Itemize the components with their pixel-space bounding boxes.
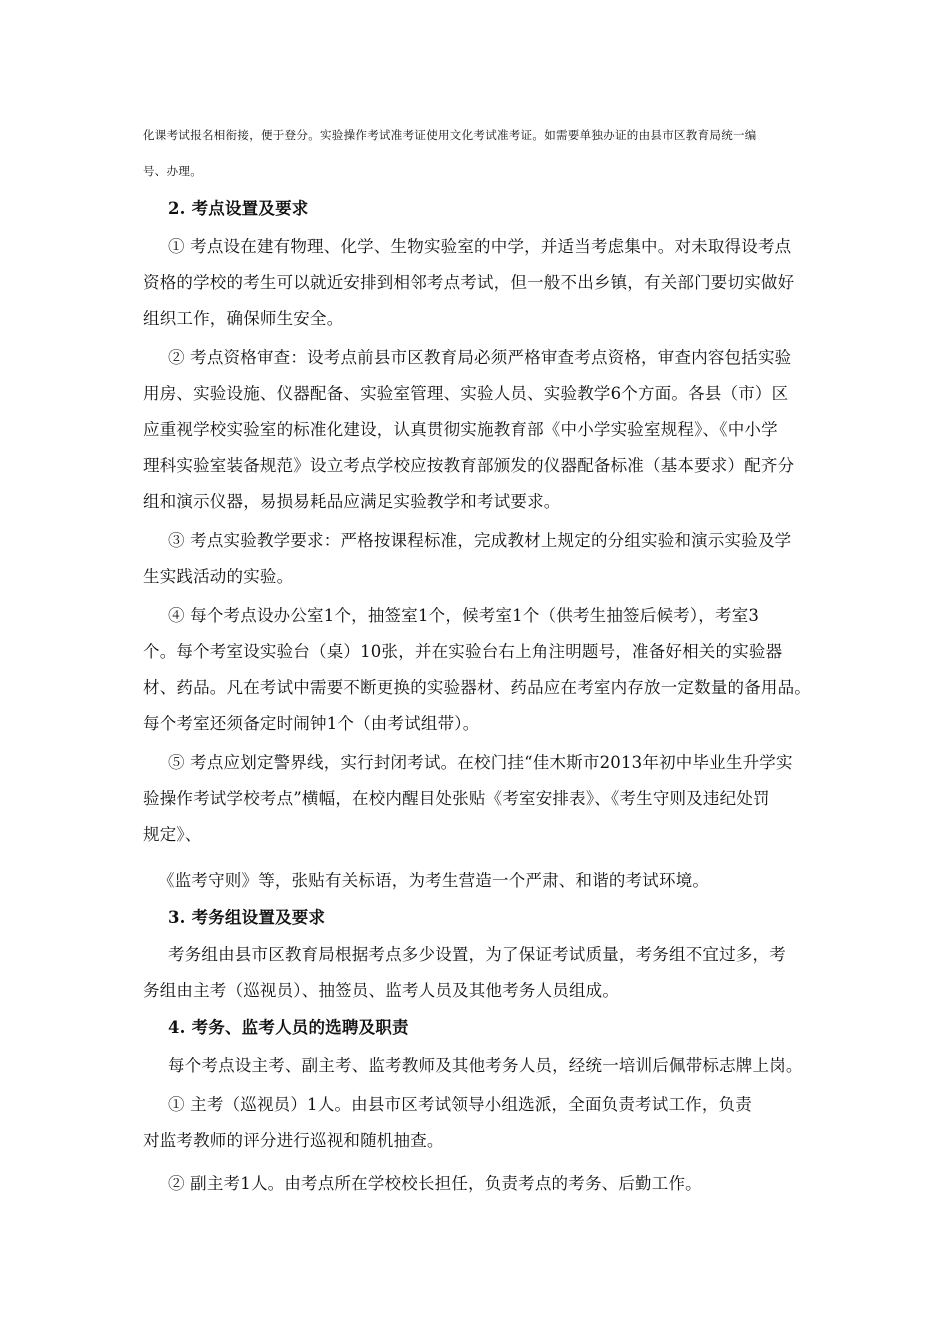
paragraph-line: 号、办理。 xyxy=(143,164,202,178)
paragraph-line: ② 考点资格审查：设考点前县市区教育局必须严格审查考点资格，审查内容包括实验 xyxy=(168,348,792,367)
paragraph-line: ① 考点设在建有物理、化学、生物实验室的中学，并适当考虑集中。对未取得设考点 xyxy=(168,237,792,256)
paragraph-line: 材、药品。凡在考试中需要不断更换的实验器材、药品应在考室内存放一定数量的备用品。 xyxy=(143,678,811,697)
paragraph-line: 组织工作，确保师生安全。 xyxy=(143,309,344,328)
paragraph-line: 每个考点设主考、副主考、监考教师及其他考务人员，经统一培训后佩带标志牌上岗。 xyxy=(168,1056,803,1075)
paragraph-line: 生实践活动的实验。 xyxy=(143,567,294,586)
paragraph-line: 理科实验室装备规范》设立考点学校应按教育部颁发的仪器配备标准（基本要求）配齐分 xyxy=(143,456,795,475)
paragraph-line: 化课考试报名相衔接，便于登分。实验操作考试准考证使用文化考试准考证。如需要单独办证的由县市区教育局统一编 xyxy=(143,128,757,142)
paragraph-line: ④ 每个考点设办公室1个，抽签室1个，候考室1个（供考生抽签后候考），考室3 xyxy=(168,606,760,625)
paragraph-line: 资格的学校的考生可以就近安排到相邻考点考试，但一般不出乡镇，有关部门要切实做好 xyxy=(143,273,795,292)
paragraph-line: 务组由主考（巡视员）、抽签员、监考人员及其他考务人员组成。 xyxy=(143,981,620,1000)
paragraph-line: 对监考教师的评分进行巡视和随机抽查。 xyxy=(143,1131,444,1150)
paragraph-line: 验操作考试学校考点”横幅，在校内醒目处张贴《考室安排表》、《考生守则及违纪处罚 xyxy=(143,789,770,808)
paragraph-line: 考务组由县市区教育局根据考点多少设置，为了保证考试质量，考务组不宜过多，考 xyxy=(168,945,786,964)
paragraph-line: ② 副主考1人。由考点所在学校校长担任，负责考点的考务、后勤工作。 xyxy=(168,1174,702,1193)
paragraph-line: 每个考室还须备定时闹钟1个（由考试组带）。 xyxy=(143,714,480,733)
section-heading-2: 2. 考点设置及要求 xyxy=(168,199,309,218)
paragraph-line: ③ 考点实验教学要求：严格按课程标准，完成教材上规定的分组实验和演示实验及学 xyxy=(168,531,792,550)
paragraph-line: 规定》、 xyxy=(143,825,202,844)
paragraph-line: 应重视学校实验室的标准化建设，认真贯彻实施教育部《中小学实验室规程》、《中小学 xyxy=(143,420,778,439)
paragraph-line: 用房、实验设施、仪器配备、实验室管理、实验人员、实验教学6个方面。各县（市）区 xyxy=(143,384,789,403)
paragraph-line: ⑤ 考点应划定警界线，实行封闭考试。在校门挂“佳木斯市2013年初中毕业生升学实 xyxy=(168,753,793,772)
section-heading-4: 4. 考务、监考人员的选聘及职责 xyxy=(168,1018,409,1037)
paragraph-line: 组和演示仪器，易损易耗品应满足实验教学和考试要求。 xyxy=(143,492,561,511)
paragraph-line: 个。每个考室设实验台（桌）10张，并在实验台右上角注明题号，准备好相关的实验器 xyxy=(143,642,783,661)
paragraph-line: 《监考守则》等，张贴有关标语，为考生营造一个严肃、和谐的考试环境。 xyxy=(158,871,710,890)
paragraph-line: ① 主考（巡视员）1人。由县市区考试领导小组选派，全面负责考试工作，负责 xyxy=(168,1095,752,1114)
section-heading-3: 3. 考务组设置及要求 xyxy=(168,908,326,927)
